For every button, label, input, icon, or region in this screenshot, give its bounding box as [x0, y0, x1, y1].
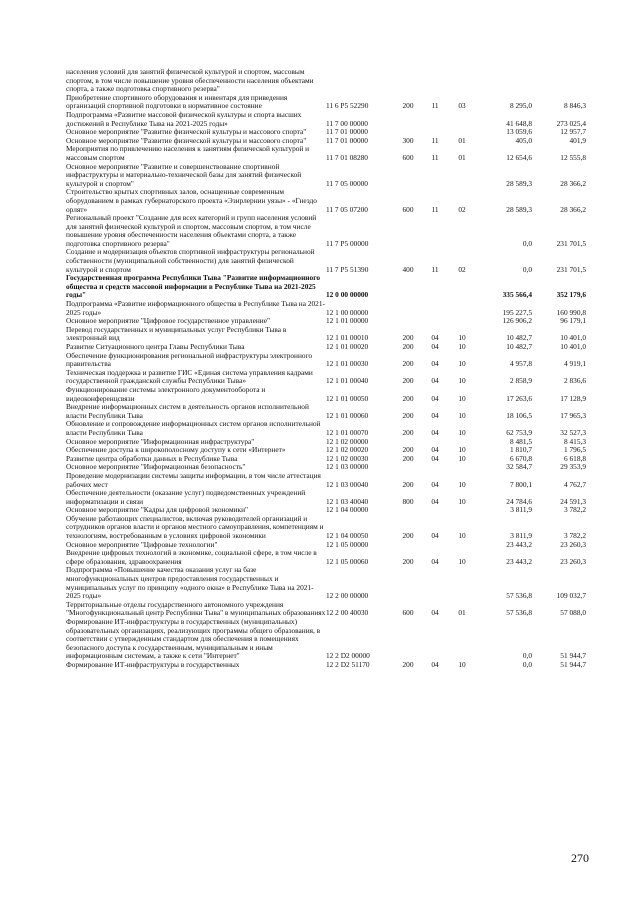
- row-amount-year-2: [532, 68, 586, 94]
- row-amount-year-2: 96 179,1: [560, 316, 586, 326]
- row-section: 04: [431, 393, 439, 403]
- row-amount-year-1: 6 670,8: [509, 453, 532, 463]
- row-expense-type: 200: [402, 479, 414, 489]
- row-subsection: [448, 68, 476, 94]
- row-subsection: 10: [458, 359, 466, 369]
- row-expense-type: 200: [402, 359, 414, 369]
- row-amount-year-1: 12 654,6: [506, 152, 532, 162]
- row-expense-type: [394, 463, 422, 472]
- row-name: Основное мероприятие "Развитие физической культуры и массового спорта": [66, 127, 307, 137]
- row-amount-year-2: 28 366,2: [560, 178, 586, 188]
- row-amount-year-1: 7 800,1: [509, 479, 532, 489]
- row-subsection: 03: [458, 101, 466, 111]
- row-subsection: 10: [458, 376, 466, 386]
- row-amount-year-2: 23 260,3: [560, 539, 586, 549]
- row-code: 12 1 01 00070: [326, 427, 369, 437]
- row-code: 12 1 03 40040: [326, 496, 369, 506]
- row-amount-year-2: 24 591,3: [560, 496, 586, 506]
- row-expense-type: 200: [402, 342, 414, 351]
- row-section: [422, 300, 448, 317]
- table-row: [66, 94, 586, 111]
- row-code: 12 1 05 00000: [326, 539, 369, 549]
- row-amount-year-2: 4 762,7: [563, 479, 586, 489]
- row-subsection: [448, 506, 476, 515]
- row-subsection: 10: [458, 496, 466, 506]
- row-section: 04: [431, 376, 439, 386]
- row-amount-year-2: 28 366,2: [560, 204, 586, 214]
- row-code: 12 1 04 00050: [326, 531, 369, 541]
- row-name: Основное мероприятие "Цифровое государственное управление": [66, 316, 270, 326]
- row-code: 12 1 01 00030: [326, 359, 369, 369]
- row-amount-year-1: 13 059,6: [506, 127, 532, 137]
- row-amount-year-2: 51 944,7: [560, 659, 586, 669]
- row-section: [422, 618, 448, 661]
- row-amount-year-2: 12 957,7: [560, 127, 586, 137]
- row-code: 12 1 01 00060: [326, 410, 369, 420]
- row-name: Региональный проект "Создание для всех категорий и групп населения условий для занятий физической культурой и спортом, массовым спортом, в том числе повышение уровня обеспеченности населения объектами спорта, а также подготовка спортивного резерва": [66, 213, 317, 248]
- budget-table: [66, 68, 586, 670]
- row-code: 12 1 02 00020: [326, 445, 369, 455]
- row-section: 11: [431, 152, 439, 162]
- row-name: Обучение работающих специалистов, включая руководителей организаций и сотрудников органов власти и органов местного самоуправления, компетенциям и технологиям, востребованным в условиях цифровой экономики: [66, 513, 324, 541]
- table-row: [66, 618, 586, 661]
- table-row: [66, 661, 586, 670]
- row-code: 12 1 01 00040: [326, 376, 369, 386]
- row-code: 11 7 00 00000: [326, 118, 368, 128]
- row-subsection: 10: [458, 531, 466, 541]
- table-row: [66, 145, 586, 162]
- row-name: Подпрограмма «Развитие информационного общества в Республике Тыва на 2021-2025 годы»: [66, 299, 325, 317]
- row-amount-year-1: 24 784,6: [506, 496, 532, 506]
- row-expense-type: [394, 111, 422, 128]
- row-name: Обновление и сопровождение информационных систем органов исполнительной власти Республики Тыва: [66, 419, 321, 437]
- row-amount-year-2: 160 990,8: [556, 307, 586, 317]
- row-subsection: 10: [458, 410, 466, 420]
- row-code: 12 1 04 00000: [326, 505, 369, 515]
- row-amount-year-2: 17 965,3: [560, 410, 586, 420]
- row-name: Подпрограмма «Развитие массовой физической культуры и спорта высших достижений в Республике Тыва на 2021-2025 годы»: [66, 109, 302, 128]
- row-code: 11 7 05 00000: [326, 178, 368, 188]
- table-row: [66, 352, 586, 369]
- row-amount-year-1: 0,0: [522, 651, 532, 661]
- row-amount-year-1: 405,0: [515, 135, 532, 145]
- row-amount-year-2: 32 527,3: [560, 427, 586, 437]
- table-row: [66, 188, 586, 214]
- row-expense-type: 600: [402, 204, 414, 214]
- row-code: 12 1 01 00010: [326, 333, 369, 343]
- row-amount-year-1: 23 443,2: [506, 556, 532, 566]
- row-section: 11: [431, 264, 439, 274]
- row-name: Развитие центра обработки данных в Республике Тыва: [66, 453, 238, 463]
- row-amount-year-2: 3 782,2: [563, 505, 586, 515]
- row-code: 12 1 01 00000: [326, 316, 369, 326]
- row-name: Техническая поддержка и развитие ГИС «Единая система управления кадрами государственной гражданской службы Республики Тыва»: [66, 367, 313, 386]
- row-expense-type: [394, 274, 422, 300]
- row-section: 11: [431, 101, 439, 111]
- row-amount-year-1: 28 589,3: [506, 178, 532, 188]
- row-name: Государственная программа Республики Тыва "Развитие информационного общества и средств массовой информации в Республике Тыва на 2021-2025 годы": [66, 273, 321, 300]
- row-name: Перевод государственных и муниципальных услуг Республики Тыва в электронный вид: [66, 324, 287, 343]
- table-row: [66, 403, 586, 420]
- row-section: [422, 214, 448, 248]
- row-subsection: 01: [458, 152, 466, 162]
- row-section: 04: [431, 342, 439, 351]
- row-amount-year-2: 8 415,3: [563, 436, 586, 446]
- row-amount-year-2: 10 401,0: [560, 333, 586, 343]
- row-subsection: 10: [458, 479, 466, 489]
- row-amount-year-2: 109 032,7: [556, 591, 586, 601]
- row-expense-type: 200: [402, 556, 414, 566]
- row-code: 11 7 01 00000: [326, 135, 368, 145]
- row-expense-type: [394, 618, 422, 661]
- row-amount-year-1: 1 810,7: [509, 445, 532, 455]
- row-amount-year-1: 4 957,8: [509, 359, 532, 369]
- row-name: населения условий для занятий физической культурой и спортом, массовым спортом, в том числе повышение уровня обеспеченности населения объектами спорта, а также подготовка спортивного резерва": [66, 67, 314, 94]
- row-section: 04: [431, 410, 439, 420]
- row-code: 11 7 01 00000: [326, 127, 368, 137]
- row-name: Основное мероприятие "Информационная безопасность": [66, 462, 246, 472]
- row-expense-type: 200: [402, 659, 414, 669]
- row-amount-year-1: 0,0: [522, 659, 532, 669]
- row-code: 12 1 05 00060: [326, 556, 369, 566]
- row-section: 04: [431, 556, 439, 566]
- row-expense-type: 600: [402, 608, 414, 618]
- row-section: [422, 68, 448, 94]
- row-section: 04: [431, 531, 439, 541]
- row-expense-type: [394, 566, 422, 600]
- row-code: 11 7 P5 00000: [326, 238, 369, 248]
- row-expense-type: 400: [402, 264, 414, 274]
- row-amount-year-1: 28 589,3: [506, 204, 532, 214]
- row-code: 11 7 P5 51390: [326, 264, 369, 274]
- row-subsection: [448, 463, 476, 472]
- row-name: Развитие Ситуационного центра Главы Республики Тыва: [66, 342, 245, 351]
- row-code: 12 1 02 00000: [326, 436, 369, 446]
- row-section: [422, 506, 448, 515]
- row-code: 12 1 03 00000: [326, 462, 369, 472]
- row-amount-year-2: 231 701,5: [556, 264, 586, 274]
- row-amount-year-2: 51 944,7: [560, 651, 586, 661]
- row-subsection: 01: [458, 135, 466, 145]
- budget-table-body: [66, 68, 586, 670]
- row-name: Функционирование системы электронного документооборота и видеоконференцсвязи: [66, 384, 266, 403]
- row-expense-type: [394, 163, 422, 189]
- row-section: 04: [431, 608, 439, 618]
- table-row: [66, 472, 586, 489]
- row-code: 12 0 00 00000: [326, 290, 369, 300]
- row-section: 04: [431, 333, 439, 343]
- row-amount-year-2: 12 555,8: [560, 152, 586, 162]
- row-subsection: 10: [458, 659, 466, 669]
- row-amount-year-2: 401,9: [569, 135, 586, 145]
- row-section: 04: [431, 479, 439, 489]
- row-amount-year-1: 126 906,2: [502, 316, 532, 326]
- row-name: Основное мероприятие "Развитие и совершенствование спортивной инфраструктуры и материально-технической базы для занятий физической культурой и спортом": [66, 161, 302, 188]
- row-name: Основное мероприятие "Развитие физической культуры и массового спорта": [66, 135, 307, 145]
- row-subsection: [448, 214, 476, 248]
- row-expense-type: 200: [402, 445, 414, 455]
- row-amount-year-1: 8 295,0: [509, 101, 532, 111]
- row-subsection: [448, 163, 476, 189]
- row-expense-type: [394, 506, 422, 515]
- row-amount-year-1: 17 263,6: [506, 393, 532, 403]
- row-expense-type: 200: [402, 376, 414, 386]
- table-row: [66, 420, 586, 437]
- row-expense-type: 200: [402, 393, 414, 403]
- row-amount-year-2: 29 353,9: [560, 462, 586, 472]
- row-expense-type: 200: [402, 333, 414, 343]
- table-row: [66, 566, 586, 600]
- row-amount-year-1: 62 753,9: [506, 427, 532, 437]
- row-code: [326, 68, 394, 94]
- row-subsection: [448, 566, 476, 600]
- row-name: Формирование ИТ-инфраструктуры в государственных: [66, 659, 240, 669]
- table-row: [66, 601, 586, 618]
- row-expense-type: 200: [402, 410, 414, 420]
- row-amount-year-2: 3 782,2: [563, 531, 586, 541]
- row-subsection: 10: [458, 445, 466, 455]
- row-section: 04: [431, 427, 439, 437]
- row-name: Внедрение информационных систем в деятельность органов исполнительной власти Республики Тыва: [66, 402, 309, 420]
- table-row: [66, 369, 586, 386]
- table-row: [66, 515, 586, 541]
- row-code: 12 1 01 00050: [326, 393, 369, 403]
- row-amount-year-2: 6 618,8: [563, 453, 586, 463]
- row-subsection: [448, 618, 476, 661]
- row-amount-year-1: 195 227,5: [502, 307, 532, 317]
- row-expense-type: [394, 68, 422, 94]
- row-name: Внедрение цифровых технологий в экономике, социальной сфере, в том числе в сфере образования, здравоохранения: [66, 548, 317, 566]
- row-section: [422, 163, 448, 189]
- row-amount-year-1: 18 106,5: [506, 410, 532, 420]
- row-amount-year-1: 3 811,9: [510, 531, 532, 541]
- row-expense-type: 200: [402, 101, 414, 111]
- table-row: [66, 386, 586, 403]
- row-amount-year-2: 231 701,5: [556, 238, 586, 248]
- row-section: [422, 274, 448, 300]
- row-amount-year-2: 2 836,6: [563, 376, 586, 386]
- row-section: 04: [431, 659, 439, 669]
- table-row: [66, 163, 586, 189]
- page-number: 270: [571, 851, 589, 865]
- row-name: Основное мероприятие "Информационная инфраструктура": [66, 436, 255, 446]
- row-subsection: 10: [458, 333, 466, 343]
- row-amount-year-2: 17 128,9: [560, 393, 586, 403]
- row-amount-year-1: 2 858,9: [509, 376, 532, 386]
- row-expense-type: [394, 300, 422, 317]
- row-expense-type: 800: [402, 496, 414, 506]
- table-row: [66, 274, 586, 300]
- row-code: 12 1 03 00040: [326, 479, 369, 489]
- row-amount-year-1: 10 482,7: [506, 342, 532, 351]
- row-amount-year-1: 32 584,7: [506, 462, 532, 472]
- row-name: Обеспечение доступа к широкополосному доступу к сети «Интернет»: [66, 445, 286, 455]
- row-section: 11: [431, 135, 439, 145]
- row-amount-year-2: 352 179,6: [556, 290, 586, 300]
- row-expense-type: 200: [402, 531, 414, 541]
- row-code: 11 6 P5 52290: [326, 101, 369, 111]
- row-subsection: 02: [458, 204, 466, 214]
- row-amount-year-1: 57 536,8: [506, 608, 532, 618]
- row-code: 12 2 D2 00000: [326, 651, 370, 661]
- row-expense-type: 200: [402, 453, 414, 463]
- row-section: [422, 566, 448, 600]
- row-code: 11 7 01 08280: [326, 152, 368, 162]
- row-amount-year-1: 3 811,9: [510, 505, 532, 515]
- row-subsection: 02: [458, 264, 466, 274]
- table-row: [66, 214, 586, 248]
- row-expense-type: 600: [402, 152, 414, 162]
- row-amount-year-1: 10 482,7: [506, 333, 532, 343]
- row-code: 12 1 02 00030: [326, 453, 369, 463]
- row-section: 04: [431, 453, 439, 463]
- row-section: [422, 463, 448, 472]
- row-name: Обеспечение функционирования региональной инфраструктуры электронного правительства: [66, 350, 313, 369]
- row-amount-year-2: 8 846,3: [563, 101, 586, 111]
- table-row: [66, 300, 586, 317]
- row-subsection: [448, 541, 476, 550]
- row-name: Формирование ИТ-инфраструктуры в государственных (муниципальных) образовательных организациях, реализующих программы общего образования, в соответствии с утвержденным стандартом для обеспечения в помещениях безопасного доступа к государственным, муниципальным и иным информационным системам, а также к сети "Интернет": [66, 617, 321, 661]
- row-name: Создание и модернизация объектов спортивной инфраструктуры региональной собственности (муниципальной собственности) для занятий физической культурой и спортом: [66, 247, 315, 274]
- row-amount-year-2: 273 025,4: [556, 118, 586, 128]
- row-amount-year-1: 0,0: [522, 264, 532, 274]
- row-amount-year-1: 57 536,8: [506, 591, 532, 601]
- row-subsection: [448, 111, 476, 128]
- row-expense-type: [394, 317, 422, 326]
- row-amount-year-2: 10 401,0: [560, 342, 586, 351]
- row-subsection: [448, 300, 476, 317]
- row-code: 12 2 D2 51170: [326, 659, 370, 669]
- row-name: Основное мероприятие "Цифровые технологии": [66, 539, 218, 549]
- row-expense-type: 200: [402, 427, 414, 437]
- row-code: 12 1 01 00020: [326, 342, 369, 351]
- row-expense-type: 300: [402, 135, 414, 145]
- row-name: Строительство крытых спортивных залов, оснащенные современным оборудованием в рамках губернаторского проекта «Эзирлернин уязы» - «Гнездо орлят»: [66, 187, 317, 214]
- row-amount-year-1: 23 443,2: [506, 539, 532, 549]
- row-amount-year-2: 1 796,5: [563, 445, 586, 455]
- table-row: [66, 68, 586, 94]
- row-amount-year-1: 8 481,5: [509, 436, 532, 446]
- row-subsection: 10: [458, 427, 466, 437]
- row-name: Территориальные отделы государственного автономного учреждения "Многофункциональный центр Республики Тыва" в муниципальных образованиях: [66, 599, 326, 618]
- row-section: [422, 541, 448, 550]
- row-amount-year-2: 23 260,3: [560, 556, 586, 566]
- row-subsection: 10: [458, 342, 466, 351]
- row-name: Мероприятия по привлечению населения к занятиям физической культурой и массовым спортом: [66, 144, 310, 162]
- row-expense-type: [394, 541, 422, 550]
- row-subsection: 10: [458, 393, 466, 403]
- row-amount-year-1: 41 648,8: [506, 118, 532, 128]
- row-code: 12 1 00 00000: [326, 307, 369, 317]
- row-subsection: [448, 274, 476, 300]
- row-section: 11: [431, 204, 439, 214]
- row-expense-type: [394, 214, 422, 248]
- row-amount-year-1: 0,0: [522, 238, 532, 248]
- row-section: 04: [431, 359, 439, 369]
- row-section: 04: [431, 445, 439, 455]
- row-amount-year-1: [476, 68, 532, 94]
- row-name: Приобретение спортивного оборудования и инвентаря для приведения организаций спортивной подготовки в нормативное состояние: [66, 92, 288, 111]
- row-subsection: 10: [458, 453, 466, 463]
- row-code: 12 2 00 00000: [326, 591, 369, 601]
- row-name: Проведение модернизации системы защиты информации, в том числе аттестация рабочих мест: [66, 470, 321, 489]
- table-row: [66, 248, 586, 274]
- table-row: [66, 489, 586, 506]
- row-section: [422, 111, 448, 128]
- row-name: Подпрограмма «Повышение качества оказания услуг на базе многофункциональных центров предоставления государственных и муниципальных услуг по принципу «одного окна» в Республике Тыва на 2021-2025 годы»: [66, 565, 314, 601]
- row-subsection: 10: [458, 556, 466, 566]
- row-subsection: [448, 317, 476, 326]
- row-section: 04: [431, 496, 439, 506]
- row-code: 11 7 05 07200: [326, 204, 368, 214]
- row-section: [422, 317, 448, 326]
- row-subsection: 01: [458, 608, 466, 618]
- row-amount-year-2: 57 088,0: [560, 608, 586, 618]
- row-amount-year-2: 4 919,1: [563, 359, 586, 369]
- table-row: [66, 326, 586, 343]
- row-name: Обеспечение деятельности (оказание услуг) подведомственных учреждений информатизации и связи: [66, 488, 306, 506]
- table-row: [66, 549, 586, 566]
- row-code: 12 2 00 40030: [326, 608, 369, 618]
- row-amount-year-1: 335 566,4: [502, 290, 532, 300]
- row-name: Основное мероприятие "Кадры для цифровой экономики": [66, 505, 249, 515]
- table-row: [66, 111, 586, 128]
